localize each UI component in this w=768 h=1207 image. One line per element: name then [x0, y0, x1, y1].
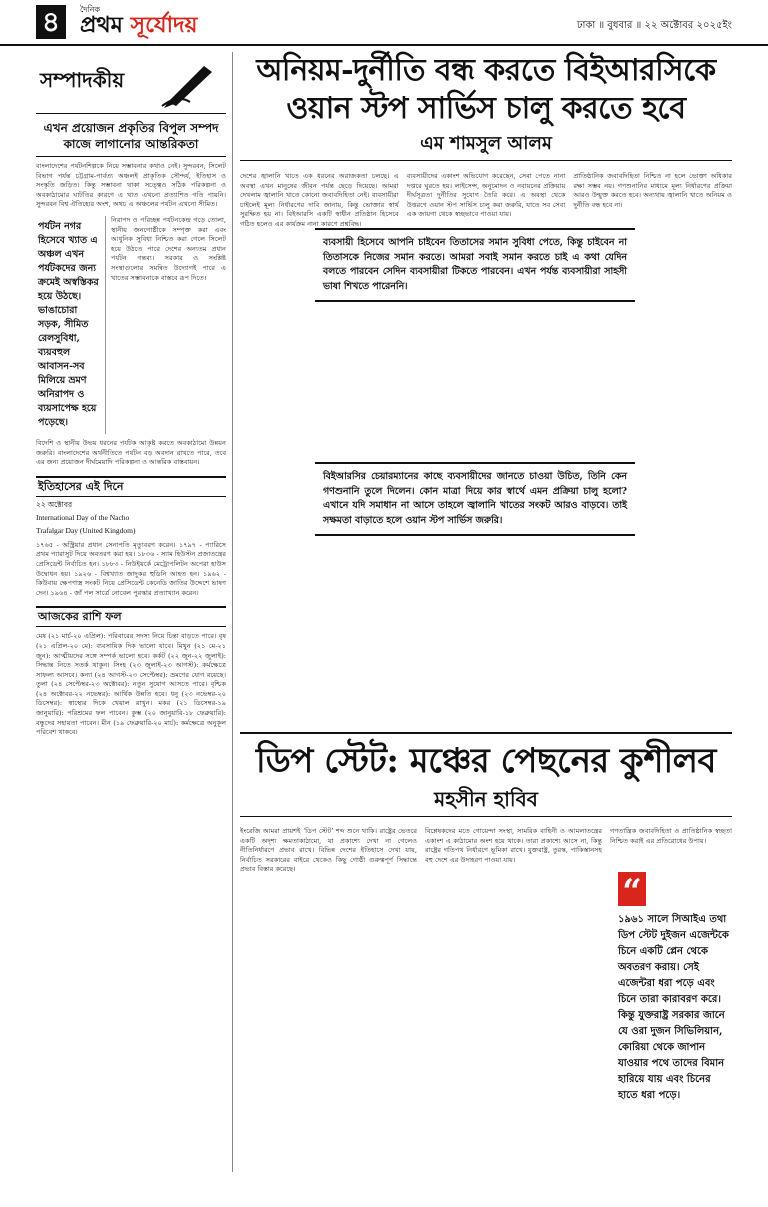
article1-columns	[240, 167, 732, 230]
paper-name-part2: সূর্যোদয়	[130, 12, 198, 38]
pen-icon	[160, 58, 220, 108]
article2-quote: ১৯৬১ সালে সিআইএ তথা ডিপ স্টেট দুইজন এজেন্টকে চিনে একটি প্লেন থেকে অবতরণ করায়। সেই এজেন্টরা ধরা পড়ে এবং চিনে তারা কারাবরণ করে। কিন্তু যুক্তরাষ্ট্র সরকার জানে যে ওরা দুজন সিভিলিয়ান, কোরিয়া থেকে জাপান যাওয়ার পথে তাদের বিমান হারিয়ে যায় এবং চিনের হাতে ধরা পড়ে।	[618, 914, 729, 1101]
history-text: ১৭৬৫ - অস্ট্রিয়ার প্রধান সেনাপতি মৃত্যুবরণ করেন। ১৭৯৭ - প্যারিসে প্রথম প্যারাসুট দিয়ে অবতরণ করা হয়। ১৮৩৬ - স্যাম হিউস্টন প্রজাতন্ত্রের প্রেসিডেন্ট নির্বাচিত হন। ১৮৮৩ - নিউইয়র্কে মেট্রোপলিটন অপেরা হাউস উদ্বোধন হয়। ১৯২৬ - বিশ্বখ্যাত জাদুকর হুডিনি আহত হন। ১৯৬২ - কিউবায় ক্ষেপণাস্ত্র সংকট নিয়ে প্রেসিডেন্ট কেনেডি জাতির উদ্দেশে ভাষণ দেন। ১৯৬৪ - জাঁ পল সার্ত্রে নোবেল পুরস্কার প্রত্যাখ্যান করেন।	[36, 540, 226, 597]
article2-col3: গণতান্ত্রিক জবাবদিহিতা ও প্রাতিষ্ঠানিক স্বচ্ছতা নিশ্চিত করাই এর প্রতিরোধের উপায়।	[610, 827, 732, 845]
history-day1: International Day of the Nacho	[36, 512, 130, 522]
dateline: ঢাকা ॥ বুধবার ॥ ২২ অক্টোবর ২০২৫ইং	[576, 20, 732, 31]
quote-mark-icon: “	[618, 872, 646, 906]
article1-col1: দেশের জ্বালানি খাতে এক ধরনের অরাজকতা চলছে। এ অবস্থা এখন মানুষের জীবন পর্যন্ত ছেড়ে দিয়েছে। আমরা দেখলাম জ্বালানি খাতে কোনো জবাবদিহিতা নেই। ব্যবসায়ীরা চাইলেই মূল্য নির্ধারণের দাবি জানায়, কিন্তু ভোক্তার স্বার্থ সুরক্ষিত হয় না। বিইআরসি একটি স্বাধীন প্রতিষ্ঠান হিসেবে গঠিত হলেও এর কার্যক্রম নানা কারণে প্রশ্নবিদ্ধ।	[240, 172, 399, 228]
article1-col3: প্রাতিষ্ঠানিক জবাবদিহিতা নিশ্চিত না হলে ভোক্তা অধিকার রক্ষা সম্ভব নয়। গণশুনানির মাধ্যমে মূল্য নির্ধারণের প্রক্রিয়া আরও উন্মুক্ত করতে হবে। অন্যথায় জ্বালানি খাতে অনিয়ম ও দুর্নীতি বন্ধ হবে না।	[573, 172, 733, 209]
article2-quote-box	[618, 872, 732, 1104]
horoscope-label: আজকের রাশি ফল	[36, 606, 226, 627]
column-divider	[232, 52, 233, 1172]
article1-highlight1: ব্যবসায়ী হিসেবে আপনি চাইবেন তিতাসের সমান সুবিধা পেতে, কিন্তু চাইবেন না তিতাসকে নিজের সমান করতে। আমরা সবাই সমান করতে চাই এ কথা যেদিন বলতে পারবেন সেদিন ব্যবসায়ীরা টিকতে পারবেন। এখন পর্যন্ত ব্যবসায়ীরা সাহসী ভাষা শিখতে পারেননি।	[315, 228, 635, 302]
editorial-para3: বিদেশি ও স্থানীয় উভয় ধরনের পর্যটক আকৃষ্ট করতে অবকাঠামো উন্নয়ন জরুরি। বাংলাদেশের অর্থনীতিতে পর্যটন বড় অবদান রাখতে পারে, তবে এর জন্য প্রয়োজন দীর্ঘমেয়াদি পরিকল্পনা ও আন্তরিক বাস্তবায়ন।	[36, 438, 226, 467]
editorial-header	[36, 52, 226, 114]
article1-highlight2: বিইআরসির চেয়ারম্যানের কাছে ব্যবসায়ীদের জানতে চাওয়া উচিত, তিনি কেন গণশুনানি তুলে দিলেন। কোন মাত্রা দিয়ে কার স্বার্থে এমন প্রক্রিয়া চালু হলো? এখানে যদি সমাধান না আসে তাহলে জ্বালানি খাতের সংকট আরও বাড়বে। তাই সক্ষমতা বাড়াতে হলে ওয়ান স্টপ সার্ভিস জরুরি।	[315, 462, 635, 536]
editorial-label: সম্পাদকীয়	[40, 68, 125, 92]
left-column	[36, 52, 226, 1172]
history-label: ইতিহাসের এই দিনে	[36, 476, 226, 497]
editorial-title: এখন প্রয়োজন প্রকৃতির বিপুল সম্পদ কাজে লাগানোর আন্তরিকতা	[36, 114, 226, 157]
article1-col2: ব্যবসায়ীদের একাংশ অভিযোগ করেছেন, সেবা পেতে নানা দপ্তরে ঘুরতে হয়। লাইসেন্স, অনুমোদন ও নবায়নের প্রক্রিয়ায় দীর্ঘসূত্রতা দুর্নীতির সুযোগ তৈরি করে। এ অবস্থা থেকে উত্তরণে ওয়ান স্টপ সার্ভিস চালু করা জরুরি, যাতে সব সেবা এক জায়গা থেকে স্বচ্ছভাবে পাওয়া যায়।	[406, 172, 566, 219]
paper-name-part1: প্রথম	[80, 12, 131, 38]
article2-headline: ডিপ স্টেট: মঞ্চের পেছনের কুশীলব	[240, 732, 732, 782]
article2-col2: বিশ্লেষকদের মতে গোয়েন্দা সংস্থা, সামরিক বাহিনী ও আমলাতন্ত্রের একাংশ এ কাঠামোর অংশ হয়ে থাকে। তারা প্রকাশ্যে আসে না, কিন্তু রাষ্ট্রের গতিপথ নির্ধারণে ভূমিকা রাখে। যুক্তরাষ্ট্র, তুরস্ক, পাকিস্তানসহ বহু দেশে এর উদাহরণ পাওয়া যায়।	[425, 827, 602, 864]
article2-col1: ইংরেজি আমরা প্রায়শই ‘ডিপ স্টেট’ শব্দ শুনে থাকি। রাষ্ট্রের ভেতরে একটি অদৃশ্য ক্ষমতাকাঠামো, যা প্রকাশ্যে দেখা না গেলেও নীতিনির্ধারণে প্রভাব রাখে। বিভিন্ন দেশের ইতিহাসে দেখা যায়, নির্বাচিত সরকারের বাইরে থেকেও কিছু গোষ্ঠী গুরুত্বপূর্ণ সিদ্ধান্তে প্রভাব বিস্তার করেছে।	[240, 827, 417, 874]
masthead	[0, 0, 768, 46]
page-number: ৪	[36, 5, 66, 39]
editorial-para2: নিরাপদ ও পরিচ্ছন্ন পর্যটনকেন্দ্র গড়ে তোলা, স্থানীয় জনগোষ্ঠীকে সম্পৃক্ত করা এবং আধুনিক সুবিধা নিশ্চিত করা গেলে সিলেট হয়ে উঠতে পারে দেশের অন্যতম প্রধান পর্যটন গন্তব্য। সরকার ও সংশ্লিষ্ট সংস্থাগুলোর সমন্বিত উদ্যোগই পারে এ খাতের সম্ভাবনাকে বাস্তবে রূপ দিতে।	[111, 215, 226, 282]
horoscope-text: মেষ (২১ মার্চ-২০ এপ্রিল): পরিবারের সদস্য নিয়ে চিন্তা বাড়তে পারে। বৃষ (২১ এপ্রিল-২০ মে): ব্যবসায়িক দিক ভালো যাবে। মিথুন (২১ মে-২১ জুন): আত্মীয়দের সঙ্গে সম্পর্ক ভালো হবে। কর্কট (২২ জুন-২২ জুলাই): সিদ্ধান্ত নিতে সতর্ক থাকুন। সিংহ (২৩ জুলাই-২৩ আগস্ট): কর্মক্ষেত্রে সাফল্য আসবে। কন্যা (২৪ আগস্ট-২৩ সেপ্টেম্বর): ভ্রমণের যোগ রয়েছে। তুলা (২৪ সেপ্টেম্বর-২৩ অক্টোবর): নতুন সুযোগ আসতে পারে। বৃশ্চিক (২৪ অক্টোবর-২২ নভেম্বর): আর্থিক উন্নতি হবে। ধনু (২৩ নভেম্বর-২০ ডিসেম্বর): স্বাস্থ্যের দিকে খেয়াল রাখুন। মকর (২১ ডিসেম্বর-১৯ জানুয়ারি): পরিশ্রমের ফল পাবেন। কুম্ভ (২০ জানুয়ারি-১৮ ফেব্রুয়ারি): বন্ধুদের সহায়তা পাবেন। মীন (১৯ ফেব্রুয়ারি-২০ মার্চ): কর্মক্ষেত্রে অনুকূল পরিবেশ থাকবে।	[36, 632, 226, 737]
history-date: ২২ অক্টোবর	[36, 499, 73, 509]
article1	[240, 52, 733, 526]
article2-columns	[240, 822, 732, 875]
editorial-para1: বাংলাদেশের পর্যটনশিল্পকে নিয়ে সম্ভাবনার কথাও নেই। সুন্দরবন, সিলেট বিভাগ পর্যন্ত চট্টগ্রাম-পার্বত্য অঞ্চলই প্রাকৃতিক সৌন্দর্য, ইতিহাস ও সংস্কৃতি জড়িত। কিন্তু সম্ভাবনা থাকা সত্ত্বেও সঠিক পরিকল্পনা ও অবকাঠামোর ঘাটতির কারণে এ খাত এখনো প্রত্যাশিত গতি পায়নি। সুন্দরবন বিশ্ব ঐতিহ্যের অংশ, অথচ এ অঞ্চলের পর্যটন এখনো সীমিত।	[36, 162, 226, 209]
article2-byline: মহসীন হাবিব	[240, 786, 732, 817]
editorial-split	[36, 216, 226, 434]
article1-byline: এম শামসুল আলম	[240, 132, 732, 161]
history-day2: Trafalgar Day (United Kingdom)	[36, 525, 136, 535]
paper-small-label: দৈনিক	[80, 5, 101, 14]
article1-headline: অনিয়ম-দুর্নীতি বন্ধ করতে বিইআরসিকে ওয়ান স্টপ সার্ভিস চালু করতে হবে	[256, 53, 716, 126]
paper-name	[80, 12, 198, 38]
editorial-pull-quote: পর্যটন নগর হিসেবে খ্যাত এ অঞ্চল এখন পর্যটকদের জন্য ক্রমেই অস্বস্তিকর হয়ে উঠছে। ভাঙাচোরা সড়ক, সীমিত রেলসুবিধা, ব্যয়বহুল আবাসন-সব মিলিয়ে ভ্রমণ অনিরাপদ ও ব্যয়সাপেক্ষ হয়ে পড়েছে।	[36, 216, 106, 434]
